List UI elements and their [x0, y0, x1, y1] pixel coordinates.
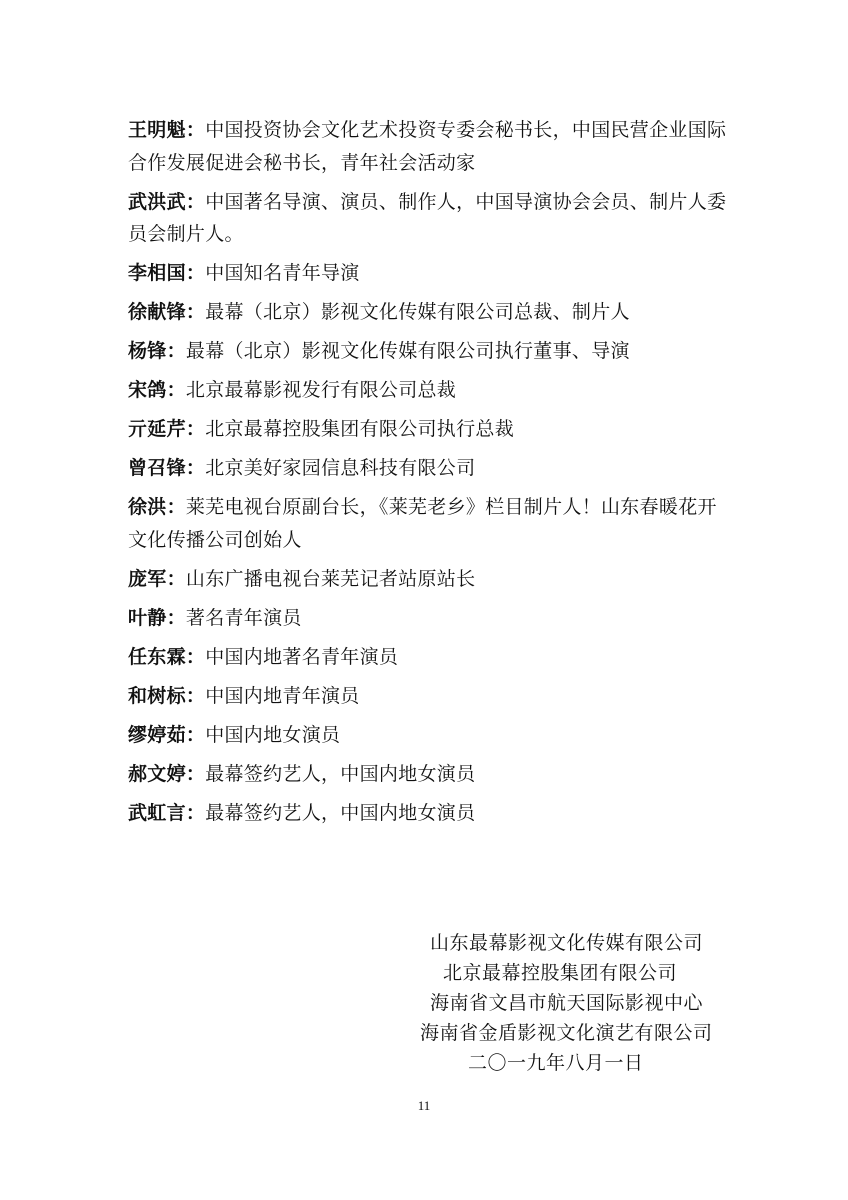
signature-date: 二〇一九年八月一日 — [468, 1052, 644, 1074]
member-name: 亓延芹： — [128, 418, 206, 440]
member-entry — [128, 374, 728, 407]
member-description: 中国内地著名青年演员 — [205, 645, 399, 668]
member-entry — [128, 335, 728, 368]
signature-org: 北京最幕控股集团有限公司 — [443, 962, 678, 984]
member-entry — [128, 186, 728, 251]
member-description: 著名青年演员 — [185, 606, 302, 629]
member-entry — [128, 602, 728, 635]
member-name: 庞军： — [128, 567, 186, 590]
member-description: 最幕（北京）影视文化传媒有限公司总裁、制片人 — [205, 301, 630, 323]
member-entry — [128, 257, 728, 290]
signature-org: 山东最幕影视文化传媒有限公司 — [430, 932, 704, 954]
member-name: 王明魁： — [128, 119, 206, 141]
member-entry — [128, 641, 728, 674]
member-description: 山东广播电视台莱芜记者站原站长 — [185, 567, 476, 590]
member-description: 最幕签约艺人，中国内地女演员 — [205, 762, 476, 785]
member-entry — [128, 797, 728, 830]
member-name: 叶静： — [128, 606, 186, 629]
member-entry — [128, 563, 728, 596]
member-entry — [128, 296, 728, 329]
member-list — [128, 114, 728, 836]
member-entry — [128, 114, 728, 179]
member-entry — [128, 680, 728, 713]
member-name: 杨锋： — [128, 340, 186, 362]
member-name: 武洪武： — [128, 190, 206, 213]
member-description: 北京最幕影视发行有限公司总裁 — [185, 379, 457, 401]
member-name: 武虹言： — [128, 801, 206, 824]
member-name: 缪婷茹： — [128, 723, 206, 746]
member-description: 中国投资协会文化艺术投资专委会秘书长，中国民营企业国际合作发展促进会秘书长，青年社会活动家 — [128, 119, 727, 174]
member-name: 和树标： — [128, 684, 206, 707]
member-description: 莱芜电视台原副台长，《莱芜老乡》栏目制片人！山东春暖花开文化传播公司创始人 — [128, 496, 717, 551]
signature-org: 海南省金盾影视文化演艺有限公司 — [420, 1022, 713, 1044]
member-name: 曾召锋： — [128, 457, 206, 479]
member-name: 任东霖： — [128, 645, 206, 668]
signature-org: 海南省文昌市航天国际影视中心 — [430, 992, 704, 1014]
member-name: 徐献锋： — [128, 301, 206, 323]
member-description: 中国内地青年演员 — [205, 684, 360, 707]
member-name: 徐洪： — [128, 496, 186, 518]
member-entry — [128, 452, 728, 485]
member-description: 中国内地女演员 — [205, 723, 341, 746]
page-number: 11 — [417, 1098, 431, 1113]
member-description: 中国知名青年导演 — [205, 262, 360, 284]
member-entry — [128, 413, 728, 446]
member-entry — [128, 758, 728, 791]
member-description: 北京最幕控股集团有限公司执行总裁 — [205, 418, 515, 440]
member-description: 中国著名导演、演员、制作人，中国导演协会会员、制片人委员会制片人。 — [128, 190, 727, 245]
member-name: 宋鸽： — [128, 379, 186, 401]
member-description: 北京美好家园信息科技有限公司 — [205, 457, 476, 479]
member-entry — [128, 719, 728, 752]
member-name: 李相国： — [128, 262, 206, 284]
member-description: 最幕（北京）影视文化传媒有限公司执行董事、导演 — [185, 340, 630, 362]
signature-block — [400, 928, 740, 1078]
member-description: 最幕签约艺人，中国内地女演员 — [205, 801, 476, 824]
member-entry — [128, 491, 728, 556]
member-name: 郝文婷： — [128, 762, 206, 785]
